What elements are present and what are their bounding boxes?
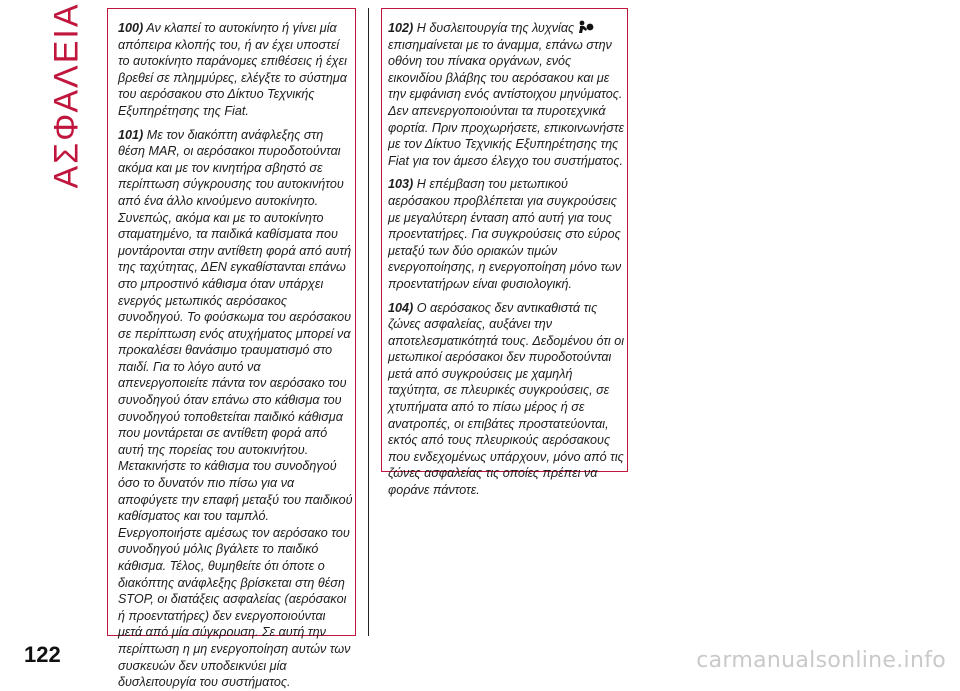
column-divider [368,8,369,636]
note-104 [388,300,625,499]
warning-box-right [381,8,628,498]
note-text: Αν κλαπεί το αυτοκίνητο ή γίνει μία απόπειρα κλοπής του, ή αν έχει υποστεί το αυτοκίνητο παράνομες επιθέσεις ή έχει βρεθεί σε πλημμύρες, ελέγξτε το σύστημα του αερόσακου στο Δίκτυο Τεχνικής Εξυπηρέτησης της Fiat. [118,21,347,118]
note-text: Με τον διακόπτη ανάφλεξης στη θέση MAR, οι αερόσακοι πυροδοτούνται ακόμα και με τον κινητήρα σβηστό σε περίπτωση σύγκρουσης του αυτοκινήτου από ένα άλλο κινούμενο αυτοκίνητο. Συνεπώς, ακόμα και με το αυτοκίνητο σταματημένο, τα παιδικά καθίσματα που μοντάρονται στην αντίθετη φορά από αυτή της ταχύτητας, ΔΕΝ εγκαθίστανται επάνω στο μπροστινό κάθισμα όταν υπάρχει ενεργός μετωπικός αερόσακος συνοδηγού. Το φούσκωμα του αερόσακου σε περίπτωση ενός ατυχήματος μπορεί να προκαλέσει θανάσιμο τραυματισμό στο παιδί. Για το λόγο αυτό να απενεργοποιείτε πάντα τον αερόσακο του συνοδηγού όταν επάνω στο κάθισμα του συνοδηγού τοποθετείται παιδικό κάθισμα που μοντάρεται σε αντίθετη φορά από αυτή της πορείας του αυτοκινήτου. Μετακινήστε το κάθισμα του συνοδηγού όσο το δυνατόν πιο πίσω για να αποφύγετε την επαφή μεταξύ του παιδικού καθίσματος και του ταμπλό. Ενεργοποιήστε αμέσως τον αερόσακο του συνοδηγού μόλις βγάλετε το παιδικό κάθισμα. Τέλος, θυμηθείτε ότι όποτε ο διακόπτης ανάφλεξης βρίσκεται στη θέση STOP, οι διατάξεις ασφαλείας (αερόσακοι ή προεντατήρες) δεν ενεργοποιούνται μετά από μία σύγκρουση. Σε αυτή την περίπτωση η μη ενεργοποίηση αυτών των συσκευών δεν υποδεικνύει μία δυσλειτουργία του συστήματος. [118,127,353,690]
note-text: Η επέμβαση του μετωπικού αερόσακου προβλέπεται για συγκρούσεις με μεγαλύτερη ένταση από αυτή για τους προεντατήρες. Για συγκρούσεις στο εύρος μεταξύ των δύο οριακών τιμών ενεργοποίησης, η ενεργοποίηση μόνο των προεντατήρων είναι φυσιολογική. [388,177,622,291]
note-number: 103) [388,177,414,192]
note-text-cont: επισημαίνεται με το άναμμα, επάνω στην οθόνη του πίνακα οργάνων, ενός εικονιδίου βλάβης του αερόσακου και με την εμφάνιση ενός αντίστοιχου μηνύματος. Δεν απενεργοποιούνται τα πυροτεχνικά φορτία. Πριν προχωρήσετε, επικοινωνήστε με τον Δίκτυο Τεχνικής Εξυπηρέτησης της Fiat για τον άμεσο έλεγχο του συστήματος. [388,37,625,168]
note-number: 100) [118,21,144,35]
page-number: 122 [24,642,61,667]
note-102 [388,20,625,169]
note-number: 104) [388,300,414,315]
note-101 [118,127,353,691]
note-100 [118,20,353,120]
section-title-text: ΑΣΦΑΛΕΙΑ [47,1,86,189]
note-103 [388,176,625,292]
note-text: Ο αερόσακος δεν αντικαθιστά τις ζώνες ασφαλείας, αυξάνει την αποτελεσματικότητά τους. Δεδομένου ότι οι μετωπικοί αερόσακοι δεν πυροδοτούνται μετά από συγκρούσεις με χαμηλή ταχύτητα, σε πλευρικές συγκρούσεις, σε χτυπήματα από το πίσω μέρος ή σε ανατροπές, οι επιβάτες προστατεύονται, εκτός από τους πλευρικούς αερόσακους που ενδεχομένως υπάρχουν, μόνο από τις ζώνες ασφαλείας τις οποίες πρέπει να φοράνε πάντοτε. [388,300,625,498]
note-text: Η δυσλειτουργία της λυχνίας [416,21,575,35]
airbag-warning-icon [578,20,594,34]
note-number: 101) [118,127,144,142]
watermark: carmanualsonline.info [696,648,946,673]
warning-box-left [107,8,356,690]
section-title [40,1,94,189]
note-number: 102) [388,21,414,35]
